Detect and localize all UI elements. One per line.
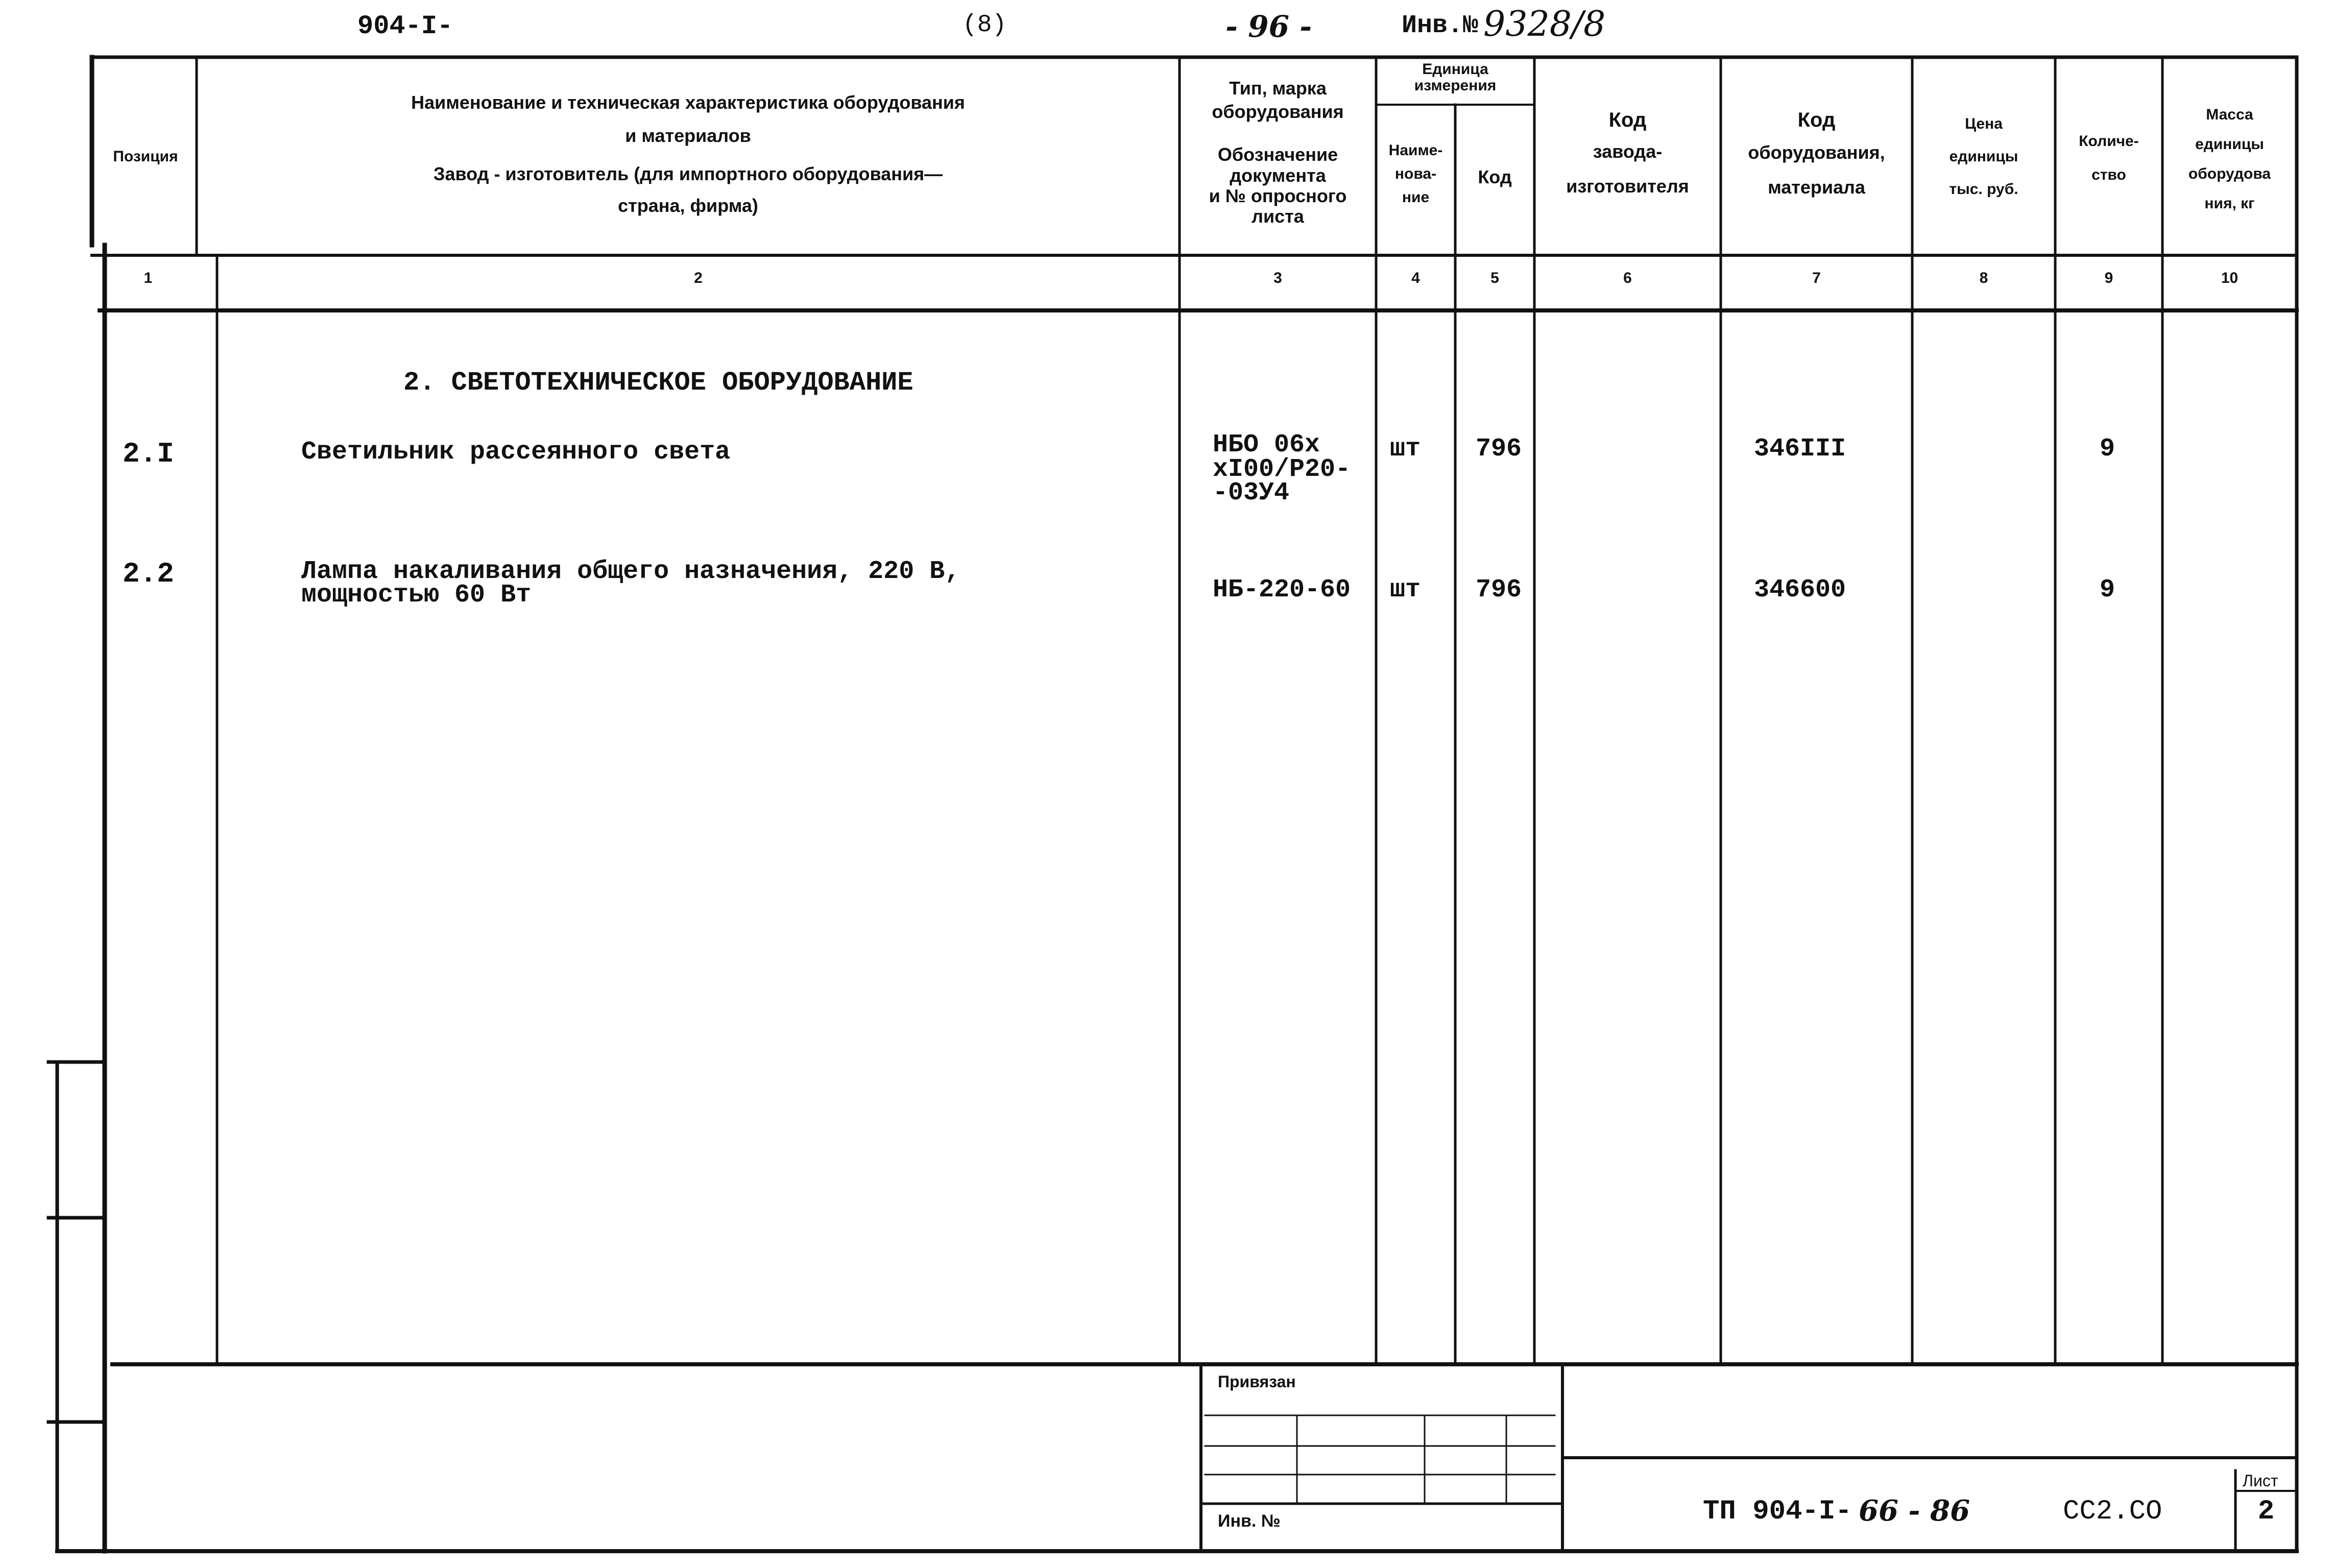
col-header-type-line: документа: [1230, 165, 1326, 186]
col-header-mass-line: ния, кг: [2204, 195, 2255, 212]
col-header-type-line: оборудования: [1212, 101, 1344, 122]
document-mark: СС2.СО: [2063, 1496, 2162, 1527]
row-unit: шт: [1390, 435, 1421, 464]
col-header-price-line: единицы: [1949, 148, 2018, 165]
col-header-unit-name: нова-: [1394, 165, 1437, 182]
col-header-equip-line: оборудования,: [1748, 142, 1885, 163]
row-position: 2.I: [123, 438, 174, 470]
col-header-mass-line: единицы: [2195, 136, 2264, 153]
row-unit-code: 796: [1476, 575, 1522, 605]
column-number: 9: [2104, 270, 2113, 286]
column-number: 10: [2221, 270, 2239, 286]
part-number: (8): [963, 11, 1007, 39]
col-header-name-line: страна, фирма): [618, 195, 758, 216]
col-header-name-line: и материалов: [625, 125, 751, 146]
stamp-attached-label: Привязан: [1218, 1372, 1296, 1391]
col-header-price-line: тыс. руб.: [1949, 181, 2018, 198]
row-name-line: Светильник рассеянного света: [301, 438, 731, 467]
col-header-mass-line: Масса: [2206, 106, 2253, 123]
col-header-equip-line: Код: [1797, 109, 1836, 131]
row-name-line: мощностью 60 Вт: [301, 581, 532, 610]
col-header-plant-line: Код: [1608, 109, 1647, 131]
col-header-qty-line: Количе-: [2079, 133, 2139, 150]
inventory-label: Инв.№: [1402, 11, 1479, 40]
col-header-type-line: Обозначение: [1217, 144, 1338, 165]
col-header-unit-name: ние: [1402, 189, 1430, 206]
col-header-unit-name: Наиме-: [1388, 142, 1443, 159]
series-number: 904-I-: [357, 11, 453, 41]
page-number: - 96 -: [1225, 9, 1312, 44]
row-type-line: -03У4: [1213, 478, 1290, 508]
col-header-unit-code: Код: [1478, 166, 1512, 187]
inventory-number: 9328/8: [1483, 4, 1606, 44]
row-unit: шт: [1390, 575, 1421, 605]
row-type-line: хI00/Р20-: [1213, 455, 1351, 484]
column-number: 5: [1490, 270, 1499, 286]
row-type-line: НБ-220-60: [1213, 575, 1351, 605]
document-code-handwritten: 66 - 86: [1859, 1494, 1970, 1528]
row-name-line: Лампа накаливания общего назначения, 220 В,: [301, 557, 960, 586]
col-header-position: Позиция: [113, 148, 178, 165]
col-header-qty-line: ство: [2091, 166, 2126, 183]
col-header-name-line: Наименование и техническая характеристика оборудования: [411, 92, 965, 113]
column-number: 1: [143, 270, 153, 286]
row-type-line: НБО 06х: [1213, 430, 1320, 460]
col-header-plant-line: завода-: [1593, 141, 1663, 162]
row-position: 2.2: [123, 558, 174, 590]
col-header-type-line: Тип, марка: [1229, 78, 1327, 99]
col-header-unit-line: Единица: [1422, 61, 1488, 78]
col-header-name-line: Завод - изготовитель (для импортного оборудования—: [433, 163, 943, 184]
col-header-price-line: Цена: [1965, 115, 2003, 132]
column-number: 2: [694, 270, 703, 286]
col-header-type-line: листа: [1252, 206, 1304, 227]
stamp-inventory-label: Инв. №: [1218, 1511, 1281, 1531]
row-equipment-code: 346III: [1754, 435, 1846, 464]
row-quantity: 9: [2100, 435, 2115, 464]
column-number: 3: [1273, 270, 1282, 286]
col-header-unit-line: измерения: [1414, 77, 1497, 94]
column-number: 6: [1623, 270, 1632, 286]
column-number: 4: [1411, 270, 1420, 286]
sheet-number: 2: [2257, 1496, 2275, 1527]
section-title: 2. СВЕТОТЕХНИЧЕСКОЕ ОБОРУДОВАНИЕ: [403, 368, 913, 398]
column-number: 8: [1979, 270, 1988, 286]
document-code: ТП 904-I-: [1703, 1496, 1852, 1527]
row-quantity: 9: [2100, 575, 2115, 605]
col-header-equip-line: материала: [1768, 177, 1865, 198]
col-header-mass-line: оборудова: [2188, 165, 2271, 182]
row-unit-code: 796: [1476, 435, 1522, 464]
col-header-type-line: и № опросного: [1209, 185, 1347, 206]
col-header-plant-line: изготовителя: [1566, 176, 1689, 197]
row-equipment-code: 346600: [1754, 575, 1846, 605]
column-number: 7: [1812, 270, 1821, 286]
sheet-label: Лист: [2243, 1471, 2278, 1490]
